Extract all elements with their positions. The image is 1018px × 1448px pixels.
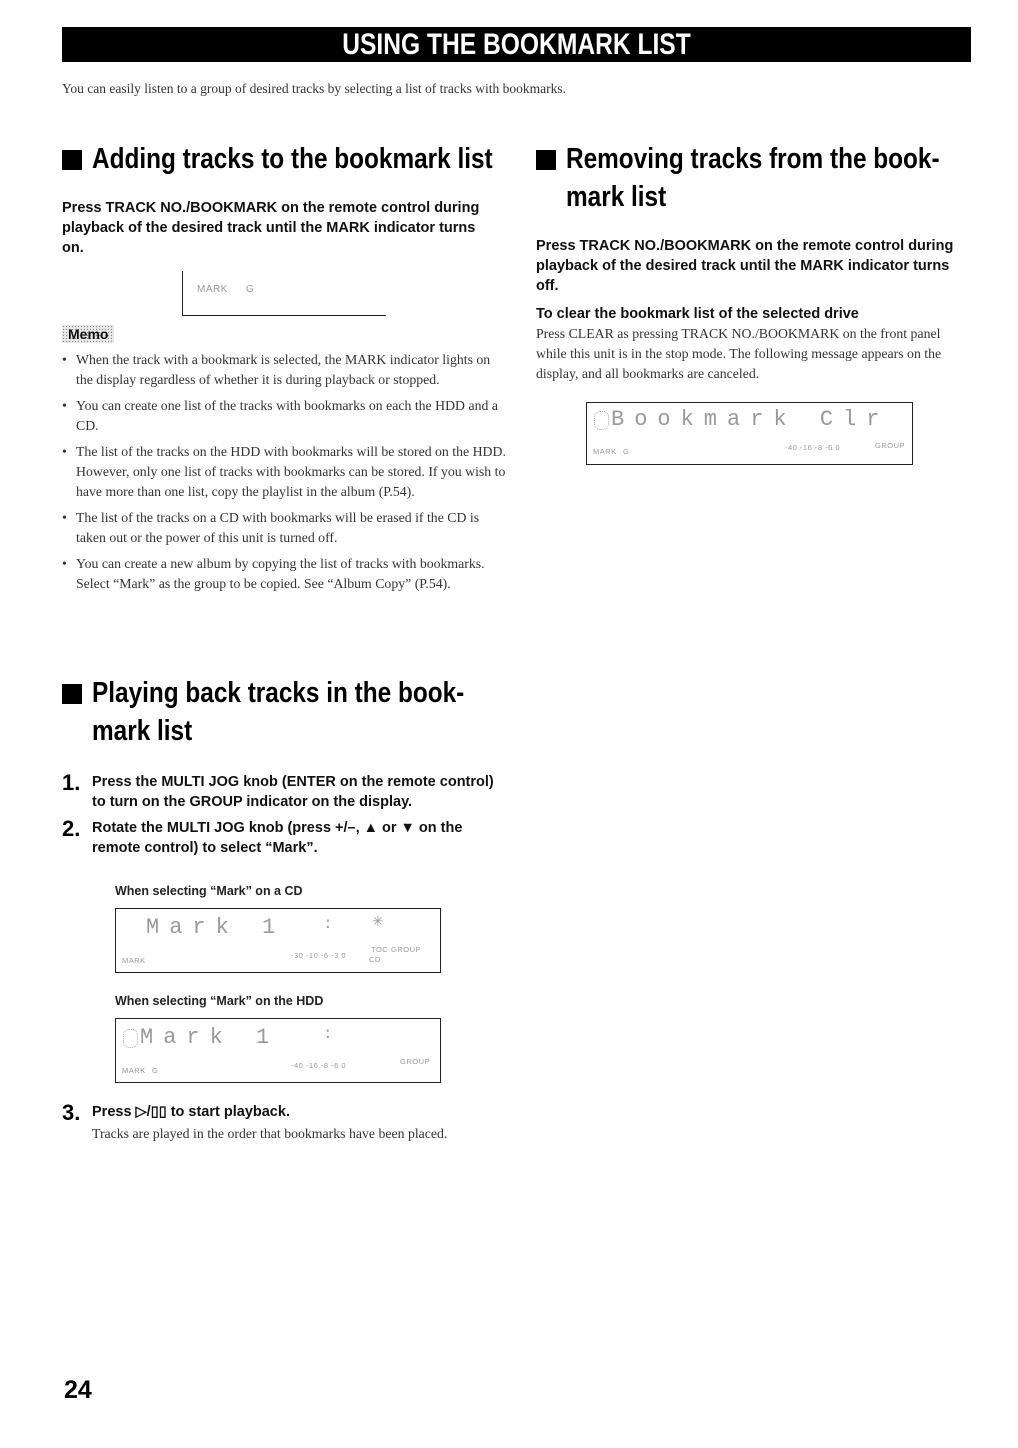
step-3: 3. Press ▷/▯▯ to start playback.	[62, 1100, 290, 1125]
playing-section	[62, 674, 510, 858]
square-bullet-icon	[536, 150, 556, 170]
hdd-disc-icon	[123, 1029, 138, 1048]
step-3-block	[62, 1102, 510, 1144]
memo-item: • You can create one list of the tracks with bookmarks on each the HDD and a CD.	[62, 396, 510, 436]
bookmark-clr-display: Bookmark Clr MARK G -40 -16 -8 -6 0 GROUP	[586, 402, 913, 465]
level-meter: -30 -10 -6 -3 0	[291, 951, 347, 960]
removing-section	[536, 140, 976, 384]
hdd-display-caption: When selecting “Mark” on the HDD	[115, 994, 324, 1008]
adding-section	[62, 140, 510, 258]
square-bullet-icon	[62, 150, 82, 170]
removing-instruction: Press TRACK NO./BOOKMARK on the remote control during playback of the desired track until the MARK indicator turns off.	[536, 238, 954, 294]
removing-heading: Removing tracks from the book- mark list	[536, 140, 976, 216]
clear-subheading: To clear the bookmark list of the selected drive	[536, 306, 859, 322]
adding-heading: Adding tracks to the bookmark list	[62, 140, 510, 178]
level-meter: -40 -16 -8 -6 0	[785, 443, 841, 452]
memo-list	[62, 350, 510, 594]
memo-item: • The list of the tracks on a CD with bookmarks will be erased if the CD is taken out or the power of this unit is turned off.	[62, 508, 510, 548]
step-3-body: Tracks are played in the order that bookmarks have been placed.	[92, 1126, 448, 1141]
memo-item: • When the track with a bookmark is selected, the MARK indicator lights on the display regardless of whether it is during playback or stopped.	[62, 350, 510, 390]
page-number: 24	[64, 1376, 92, 1404]
cd-mark-display: Mark 1 : ✳ MARK -30 -10 -6 -3 0 TOC GROUP CD	[115, 908, 441, 973]
page-title: USING THE BOOKMARK LIST	[342, 28, 691, 61]
step-1: 1. Press the MULTI JOG knob (ENTER on the remote control) to turn on the GROUP indicator on the display.	[62, 770, 494, 810]
intro-text: You can easily listen to a group of desired tracks by selecting a list of tracks with bookmarks.	[62, 81, 567, 96]
adding-instruction: Press TRACK NO./BOOKMARK on the remote control during playback of the desired track until the MARK indicator turns on.	[62, 200, 480, 256]
memo-item: • The list of the tracks on the HDD with bookmarks will be stored on the HDD. However, only one list of tracks with bookmarks can be stored. If you wish to have more than one list, copy the playlist in the album (P.54).	[62, 442, 510, 502]
spinning-disc-icon: ✳	[372, 913, 385, 929]
memo-section	[62, 325, 510, 600]
hdd-disc-icon	[594, 411, 609, 430]
level-meter: -40 -16 -8 -6 0	[291, 1061, 347, 1070]
square-bullet-icon	[62, 684, 82, 704]
memo-badge: Memo	[62, 325, 114, 343]
g-label: G	[246, 284, 255, 295]
hdd-mark-display: Mark 1 : MARK G -40 -16 -8 -6 0 GROUP	[115, 1018, 441, 1083]
page-title-bar	[62, 27, 971, 62]
playing-heading: Playing back tracks in the book- mark list	[62, 674, 510, 750]
clear-body: Press CLEAR as pressing TRACK NO./BOOKMARK on the front panel while this unit is in the stop mode. The following message appears on the display, and all bookmarks are canceled.	[536, 326, 942, 381]
step-2: 2. Rotate the MULTI JOG knob (press +/–, ▲ or ▼ on the remote control) to select “Mark”.	[62, 816, 463, 856]
display-main-text: Bookmark Clr	[611, 407, 890, 432]
memo-item: • You can create a new album by copying the list of tracks with bookmarks. Select “Mark” as the group to be copied. See “Album Copy” (P.54).	[62, 554, 510, 594]
mark-indicator-display	[182, 271, 386, 316]
mark-label: MARK	[197, 284, 228, 295]
cd-display-caption: When selecting “Mark” on a CD	[115, 884, 303, 898]
